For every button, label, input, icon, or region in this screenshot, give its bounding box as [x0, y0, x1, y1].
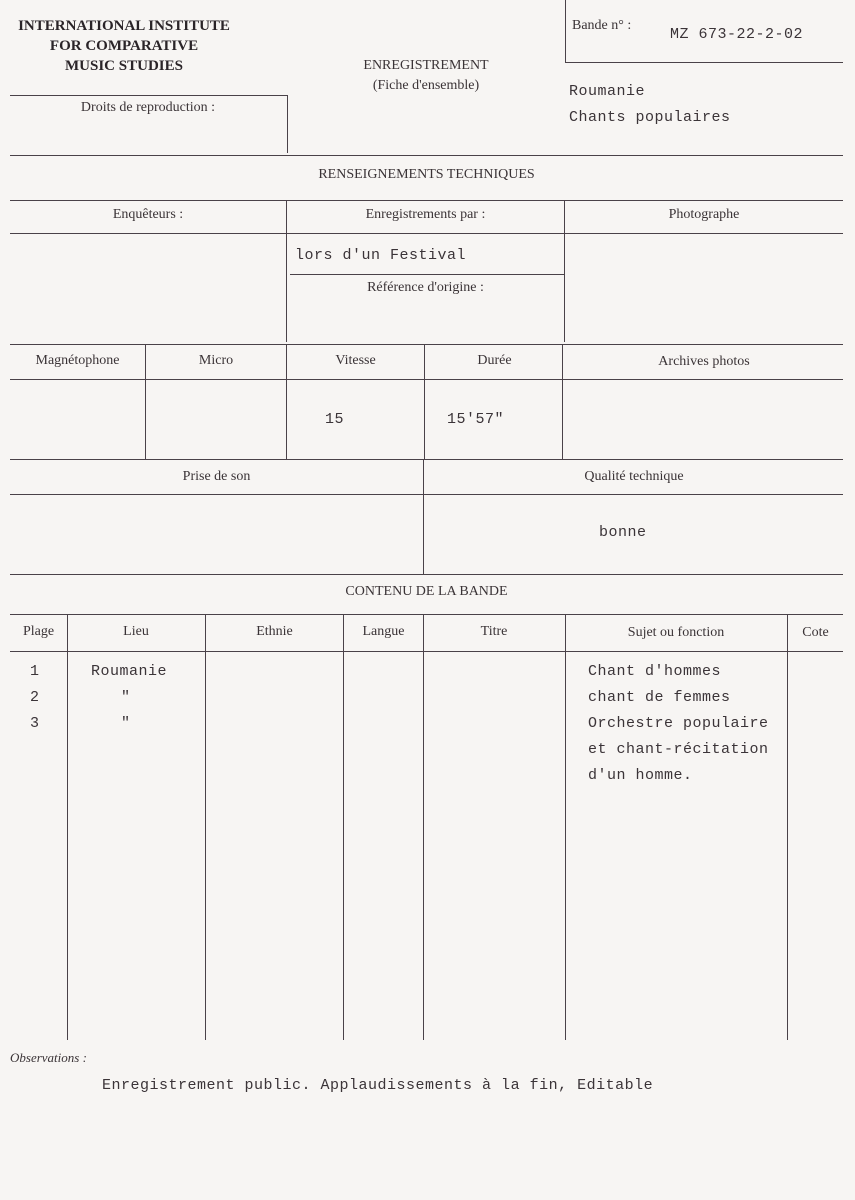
track-1-plage: 1	[30, 663, 40, 680]
track-2-lieu: "	[121, 689, 131, 706]
column-divider	[286, 344, 287, 459]
form-title: ENREGISTREMENT	[363, 58, 489, 73]
photographer-label: Photographe	[668, 207, 740, 222]
column-divider	[205, 614, 206, 1040]
column-divider	[564, 200, 565, 342]
institute-line-3: MUSIC STUDIES	[65, 58, 183, 74]
subject-line-5: d'un homme.	[588, 767, 693, 784]
track-3-plage: 3	[30, 715, 40, 732]
micro-label: Micro	[198, 353, 234, 368]
divider	[10, 155, 843, 156]
divider	[10, 459, 843, 460]
subject-line-3: Orchestre populaire	[588, 715, 769, 732]
duration-label: Durée	[477, 353, 512, 368]
band-box-bottom-border	[565, 62, 843, 63]
contents-section-title: CONTENU DE LA BANDE	[345, 584, 508, 599]
column-divider	[423, 614, 424, 1040]
band-number-value: MZ 673-22-2-02	[670, 26, 804, 43]
subject-line-1: Chant d'hommes	[588, 663, 722, 680]
divider	[10, 494, 843, 495]
track-1-lieu: Roumanie	[91, 663, 168, 680]
observations-label: Observations :	[10, 1050, 87, 1065]
technical-quality-label: Qualité technique	[584, 469, 684, 484]
origin-reference-label: Référence d'origine :	[367, 280, 484, 295]
column-divider	[565, 614, 566, 1040]
col-header-lieu: Lieu	[123, 624, 149, 639]
rights-box-right-border	[287, 95, 288, 153]
recorded-by-label: Enregistrements par :	[365, 207, 486, 222]
speed-value: 15	[325, 411, 345, 428]
institute-line-2: FOR COMPARATIVE	[49, 38, 199, 54]
rights-box-top-border	[10, 95, 288, 96]
col-header-titre: Titre	[480, 624, 508, 639]
col-header-cote: Cote	[802, 625, 829, 640]
duration-value: 15'57"	[447, 411, 505, 428]
divider	[10, 233, 843, 234]
track-2-plage: 2	[30, 689, 40, 706]
institute-name	[6, 16, 242, 76]
quality-value: bonne	[599, 524, 647, 541]
track-3-lieu: "	[121, 715, 131, 732]
column-divider	[787, 614, 788, 1040]
sound-recording-label: Prise de son	[182, 469, 251, 484]
column-divider	[145, 344, 146, 459]
observations-text: Enregistrement public. Applaudissements à la fin, Editable	[102, 1077, 654, 1094]
institute-line-1: INTERNATIONAL INSTITUTE	[18, 18, 230, 34]
genre-value: Chants populaires	[569, 109, 731, 126]
col-header-ethnie: Ethnie	[256, 624, 293, 639]
column-divider	[343, 614, 344, 1040]
column-divider	[286, 200, 287, 342]
col-header-plage: Plage	[22, 624, 55, 639]
divider	[10, 379, 843, 380]
subject-line-2: chant de femmes	[588, 689, 731, 706]
technical-section-title: RENSEIGNEMENTS TECHNIQUES	[318, 167, 535, 182]
divider	[10, 344, 843, 345]
subject-line-4: et chant-récitation	[588, 741, 769, 758]
divider	[10, 651, 843, 652]
speed-label: Vitesse	[335, 353, 376, 368]
column-divider	[424, 344, 425, 459]
column-divider	[67, 614, 68, 1040]
column-divider	[423, 459, 424, 574]
photo-archives-label: Archives photos	[658, 354, 750, 369]
rights-label: Droits de reproduction :	[80, 100, 216, 115]
col-header-sujet: Sujet ou fonction	[627, 625, 725, 640]
country-value: Roumanie	[569, 83, 646, 100]
divider	[10, 200, 843, 201]
recorded-by-value: lors d'un Festival	[295, 247, 467, 264]
divider	[10, 614, 843, 615]
surveyors-label: Enquêteurs :	[112, 207, 184, 222]
divider	[290, 274, 564, 275]
band-number-label: Bande n° :	[572, 18, 632, 33]
form-subtitle: (Fiche d'ensemble)	[372, 78, 480, 93]
divider	[10, 574, 843, 575]
column-divider	[562, 344, 563, 459]
recorder-label: Magnétophone	[35, 353, 120, 368]
col-header-langue: Langue	[362, 624, 405, 639]
band-box-left-border	[565, 0, 566, 62]
